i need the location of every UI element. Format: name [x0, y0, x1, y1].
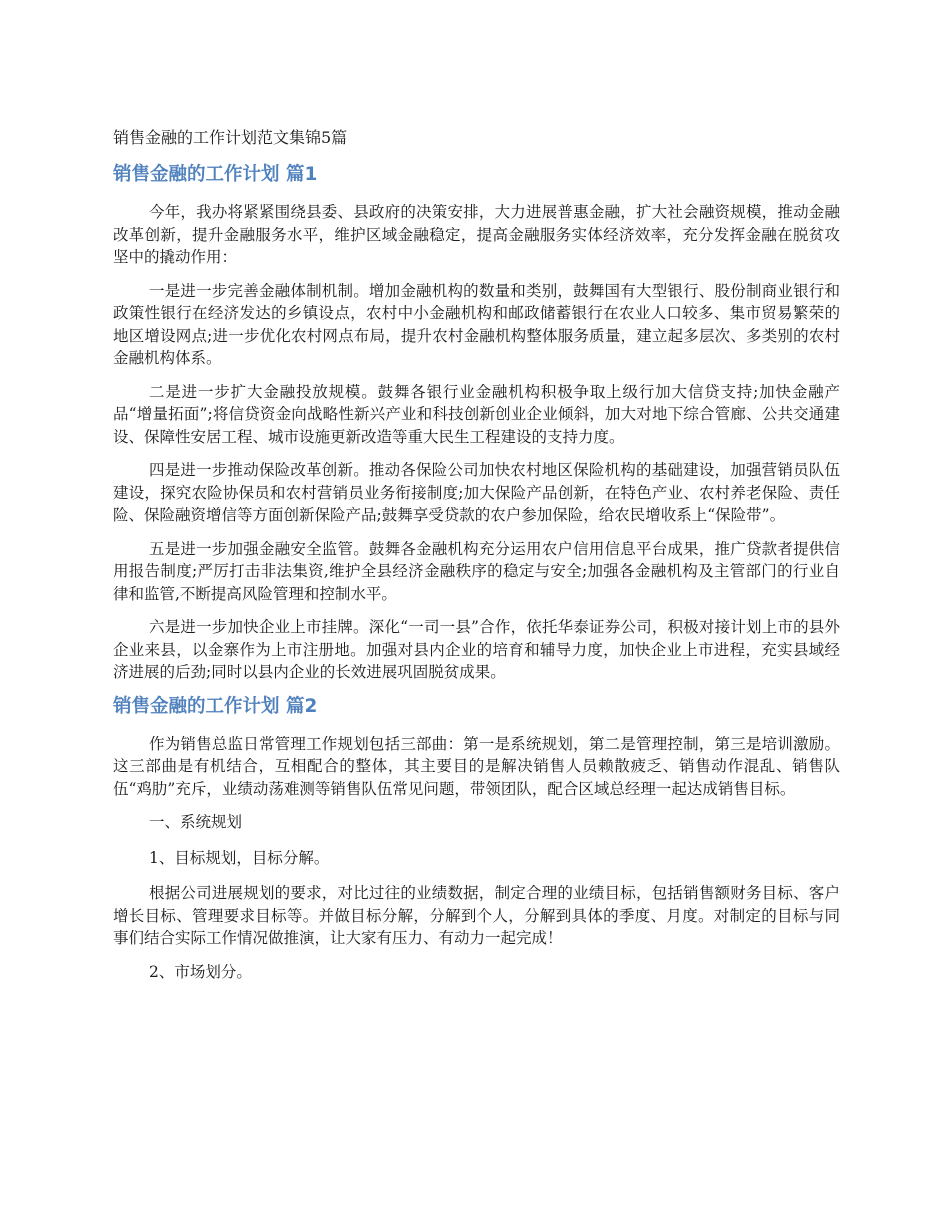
paragraph: 一是进一步完善金融体制机制。增加金融机构的数量和类别，鼓舞国有大型银行、股份制商业银行和政策性银行在经济发达的乡镇设点，农村中小金融机构和邮政储蓄银行在农业人口较多、集市贸易繁荣的地区增设网点;进一步优化农村网点布局，提升农村金融机构整体服务质量，建立起多层次、多类别的农村金融机构体系。 — [113, 281, 840, 367]
paragraph: 根据公司进展规划的要求，对比过往的业绩数据，制定合理的业绩目标，包括销售额财务目标、客户增长目标、管理要求目标等。并做目标分解，分解到个人，分解到具体的季度、月度。对制定的目标与同事们结合实际工作情况做推演，让大家有压力、有动力一起完成！ — [113, 884, 840, 947]
paragraph: 六是进一步加快企业上市挂牌。深化“一司一县”合作，依托华泰证券公司，积极对接计划上市的县外企业来县，以金寨作为上市注册地。加强对县内企业的培育和辅导力度，加快企业上市进程，充实县域经济进展的后劲;同时以县内企业的长效进展巩固脱贫成果。 — [113, 618, 840, 681]
paragraph: 二是进一步扩大金融投放规模。鼓舞各银行业金融机构积极争取上级行加大信贷支持;加快金融产品“增量拓面”;将信贷资金向战略性新兴产业和科技创新创业企业倾斜，加大对地下综合管廊、公共交通建设、保障性安居工程、城市设施更新改造等重大民生工程建设的支持力度。 — [113, 382, 840, 446]
paragraph: 作为销售总监日常管理工作规划包括三部曲：第一是系统规划，第二是管理控制，第三是培训激励。这三部曲是有机结合，互相配合的整体，其主要目的是解决销售人员赖散疲乏、销售动作混乱、销售队伍“鸡肋”充斥，业绩动荡难测等销售队伍常见问题，带领团队，配合区域总经理一起达成销售目标。 — [113, 734, 840, 798]
subheading: 2、市场划分。 — [149, 962, 252, 981]
section-heading: 销售金融的工作计划 篇2 — [113, 695, 318, 717]
section-1 — [113, 163, 840, 684]
paragraph: 今年，我办将紧紧围绕县委、县政府的决策安排，大力进展普惠金融，扩大社会融资规模，推动金融改革创新，提升金融服务水平，维护区域金融稳定，提高金融服务实体经济效率，充分发挥金融在脱贫攻坚中的撬动作用： — [113, 203, 840, 266]
paragraph: 四是进一步推动保险改革创新。推动各保险公司加快农村地区保险机构的基础建设，加强营销员队伍建设，探究农险协保员和农村营销员业务衔接制度;加大保险产品创新，在特色产业、农村养老保险、责任险、保险融资增信等方面创新保险产品;鼓舞享受贷款的农户参加保险，给农民增收系上“保险带”。 — [113, 461, 840, 524]
section-2 — [113, 695, 840, 984]
subheading: 一、系统规划 — [149, 813, 243, 831]
paragraph: 五是进一步加强金融安全监管。鼓舞各金融机构充分运用农户信用信息平台成果，推广贷款者提供信用报告制度;严厉打击非法集资,维护全县经济金融秩序的稳定与安全;加强各金融机构及主管部门的行业自律和监管,不断提高风险管理和控制水平。 — [113, 539, 840, 603]
section-heading: 销售金融的工作计划 篇1 — [113, 164, 318, 185]
document-title: 销售金融的工作计划范文集锦5篇 — [113, 128, 348, 147]
subheading: 1、目标规划，目标分解。 — [149, 848, 330, 867]
